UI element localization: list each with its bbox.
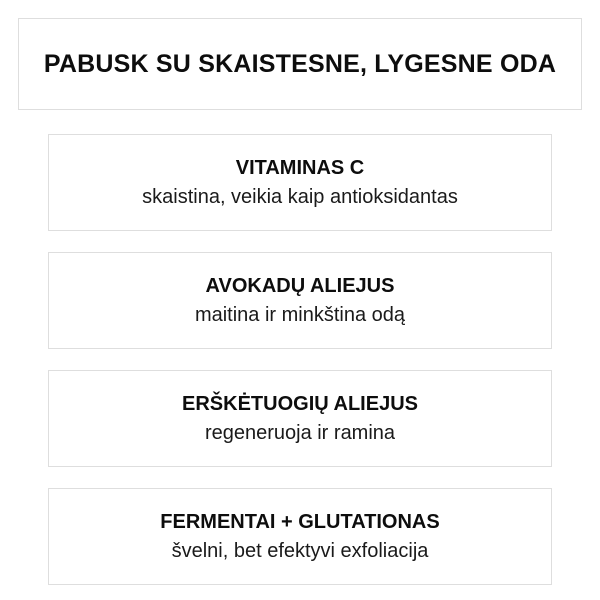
benefit-title: AVOKADŲ ALIEJUS <box>205 274 395 297</box>
benefit-card-vitamin-c <box>48 134 552 231</box>
benefit-description: maitina ir minkština odą <box>194 303 406 326</box>
benefit-title: FERMENTAI + GLUTATIONAS <box>160 510 440 533</box>
benefit-card-enzymes-glutathione <box>48 488 552 585</box>
headline-title: PABUSK SU SKAISTESNE, LYGESNE ODA <box>43 49 557 78</box>
benefit-description: regeneruoja ir ramina <box>204 421 396 444</box>
benefit-title: VITAMINAS C <box>235 156 365 179</box>
benefit-card-avocado-oil <box>48 252 552 349</box>
benefit-description: skaistina, veikia kaip antioksidantas <box>142 185 458 208</box>
headline-banner <box>18 18 582 110</box>
benefit-description: švelni, bet efektyvi exfoliacija <box>171 539 429 562</box>
benefit-title: ERŠKĖTUOGIŲ ALIEJUS <box>182 392 418 415</box>
benefit-card-rosehip-oil <box>48 370 552 467</box>
